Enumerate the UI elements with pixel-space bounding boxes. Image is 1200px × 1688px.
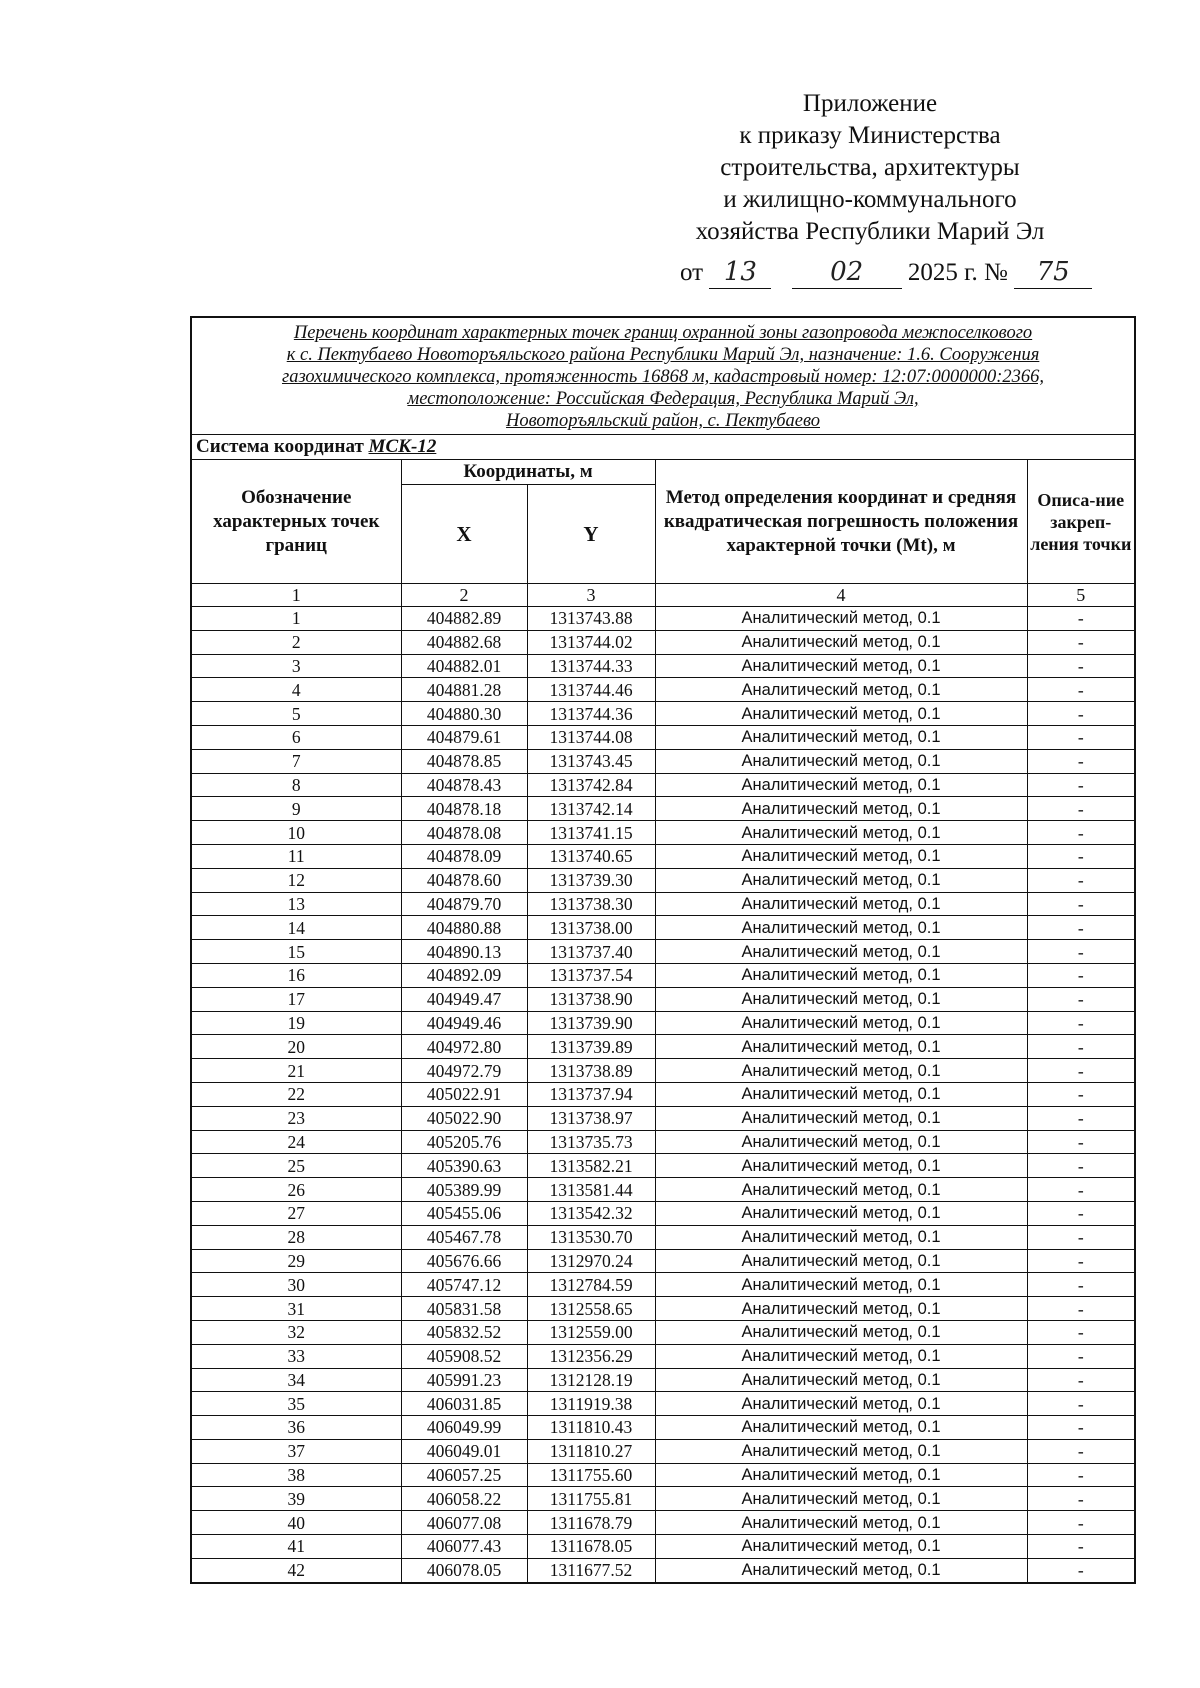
column-number-row bbox=[191, 584, 1135, 607]
point-number-cell: 13 bbox=[191, 892, 401, 916]
table-row bbox=[191, 1154, 1135, 1178]
table-row bbox=[191, 1059, 1135, 1083]
table-row bbox=[191, 1368, 1135, 1392]
point-number-cell: 8 bbox=[191, 773, 401, 797]
table-row bbox=[191, 607, 1135, 631]
method-cell: Аналитический метод, 0.1 bbox=[655, 678, 1027, 702]
x-coordinate-cell: 406057.25 bbox=[401, 1463, 527, 1487]
y-coordinate-cell: 1311678.79 bbox=[527, 1511, 655, 1535]
description-cell: - bbox=[1027, 1320, 1135, 1344]
point-number-cell: 3 bbox=[191, 654, 401, 678]
point-number-cell: 34 bbox=[191, 1368, 401, 1392]
point-number-cell: 4 bbox=[191, 678, 401, 702]
table-row bbox=[191, 1558, 1135, 1582]
point-number-cell: 33 bbox=[191, 1344, 401, 1368]
description-cell: - bbox=[1027, 725, 1135, 749]
y-coordinate-cell: 1313744.36 bbox=[527, 702, 655, 726]
table-row bbox=[191, 1201, 1135, 1225]
title-line: к с. Пектубаево Новоторъяльского района Республики Марий Эл, назначение: 1.6. Сооружения bbox=[286, 345, 1040, 365]
table-row bbox=[191, 1487, 1135, 1511]
x-coordinate-cell: 406058.22 bbox=[401, 1487, 527, 1511]
method-cell: Аналитический метод, 0.1 bbox=[655, 1511, 1027, 1535]
x-coordinate-cell: 405205.76 bbox=[401, 1130, 527, 1154]
method-cell: Аналитический метод, 0.1 bbox=[655, 1535, 1027, 1559]
y-coordinate-cell: 1313739.30 bbox=[527, 868, 655, 892]
method-cell: Аналитический метод, 0.1 bbox=[655, 940, 1027, 964]
description-cell: - bbox=[1027, 1273, 1135, 1297]
point-number-cell: 16 bbox=[191, 963, 401, 987]
y-coordinate-cell: 1313735.73 bbox=[527, 1130, 655, 1154]
y-coordinate-cell: 1313744.46 bbox=[527, 678, 655, 702]
point-number-cell: 11 bbox=[191, 844, 401, 868]
description-cell: - bbox=[1027, 916, 1135, 940]
table-row bbox=[191, 1392, 1135, 1416]
description-cell: - bbox=[1027, 773, 1135, 797]
table-row bbox=[191, 821, 1135, 845]
table-row bbox=[191, 844, 1135, 868]
document-title bbox=[191, 317, 1135, 435]
x-coordinate-cell: 406049.01 bbox=[401, 1439, 527, 1463]
table-row bbox=[191, 1225, 1135, 1249]
method-cell: Аналитический метод, 0.1 bbox=[655, 725, 1027, 749]
y-coordinate-cell: 1311919.38 bbox=[527, 1392, 655, 1416]
point-number-cell: 19 bbox=[191, 1011, 401, 1035]
description-cell: - bbox=[1027, 654, 1135, 678]
table-row bbox=[191, 1535, 1135, 1559]
table-row bbox=[191, 773, 1135, 797]
x-coordinate-cell: 406049.99 bbox=[401, 1416, 527, 1440]
method-cell: Аналитический метод, 0.1 bbox=[655, 1011, 1027, 1035]
description-cell: - bbox=[1027, 1178, 1135, 1202]
y-coordinate-cell: 1313737.94 bbox=[527, 1082, 655, 1106]
method-cell: Аналитический метод, 0.1 bbox=[655, 963, 1027, 987]
method-cell: Аналитический метод, 0.1 bbox=[655, 1463, 1027, 1487]
y-coordinate-cell: 1313744.08 bbox=[527, 725, 655, 749]
table-row bbox=[191, 1320, 1135, 1344]
title-line: местоположение: Российская Федерация, Республика Марий Эл, bbox=[407, 389, 919, 409]
point-number-cell: 15 bbox=[191, 940, 401, 964]
table-row bbox=[191, 702, 1135, 726]
x-coordinate-cell: 406078.05 bbox=[401, 1558, 527, 1582]
table-row bbox=[191, 797, 1135, 821]
table-row bbox=[191, 868, 1135, 892]
description-cell: - bbox=[1027, 1201, 1135, 1225]
x-coordinate-cell: 404878.60 bbox=[401, 868, 527, 892]
description-cell: - bbox=[1027, 1249, 1135, 1273]
point-number-cell: 36 bbox=[191, 1416, 401, 1440]
coordinate-system-label: Система координат bbox=[196, 436, 364, 457]
table-row bbox=[191, 1416, 1135, 1440]
table-row bbox=[191, 987, 1135, 1011]
description-cell: - bbox=[1027, 1511, 1135, 1535]
method-cell: Аналитический метод, 0.1 bbox=[655, 1416, 1027, 1440]
x-coordinate-cell: 405676.66 bbox=[401, 1249, 527, 1273]
x-coordinate-cell: 406077.43 bbox=[401, 1535, 527, 1559]
y-coordinate-cell: 1313743.45 bbox=[527, 749, 655, 773]
y-coordinate-cell: 1313738.97 bbox=[527, 1106, 655, 1130]
description-cell: - bbox=[1027, 892, 1135, 916]
x-coordinate-cell: 405832.52 bbox=[401, 1320, 527, 1344]
method-cell: Аналитический метод, 0.1 bbox=[655, 1273, 1027, 1297]
point-number-cell: 26 bbox=[191, 1178, 401, 1202]
table-row bbox=[191, 1344, 1135, 1368]
method-cell: Аналитический метод, 0.1 bbox=[655, 916, 1027, 940]
method-cell: Аналитический метод, 0.1 bbox=[655, 1035, 1027, 1059]
method-cell: Аналитический метод, 0.1 bbox=[655, 1154, 1027, 1178]
table-row bbox=[191, 1439, 1135, 1463]
x-coordinate-cell: 404890.13 bbox=[401, 940, 527, 964]
y-coordinate-cell: 1313738.89 bbox=[527, 1059, 655, 1083]
column-number: 1 bbox=[191, 584, 401, 607]
description-cell: - bbox=[1027, 1344, 1135, 1368]
table-row bbox=[191, 1297, 1135, 1321]
table-row bbox=[191, 749, 1135, 773]
description-cell: - bbox=[1027, 844, 1135, 868]
y-coordinate-cell: 1312128.19 bbox=[527, 1368, 655, 1392]
method-cell: Аналитический метод, 0.1 bbox=[655, 702, 1027, 726]
header-line: строительства, архитектуры bbox=[720, 154, 1020, 181]
y-coordinate-cell: 1313742.84 bbox=[527, 773, 655, 797]
description-cell: - bbox=[1027, 1106, 1135, 1130]
description-cell: - bbox=[1027, 963, 1135, 987]
point-number-cell: 41 bbox=[191, 1535, 401, 1559]
method-cell: Аналитический метод, 0.1 bbox=[655, 1297, 1027, 1321]
y-coordinate-cell: 1311810.43 bbox=[527, 1416, 655, 1440]
coordinates-table bbox=[190, 316, 1136, 1584]
x-coordinate-cell: 405022.90 bbox=[401, 1106, 527, 1130]
y-coordinate-cell: 1313739.90 bbox=[527, 1011, 655, 1035]
description-cell: - bbox=[1027, 1463, 1135, 1487]
point-number-cell: 27 bbox=[191, 1201, 401, 1225]
column-number: 2 bbox=[401, 584, 527, 607]
table-row bbox=[191, 1511, 1135, 1535]
table-row bbox=[191, 1249, 1135, 1273]
date-prefix: от bbox=[680, 259, 704, 286]
x-coordinate-cell: 404879.61 bbox=[401, 725, 527, 749]
x-coordinate-cell: 404882.68 bbox=[401, 630, 527, 654]
point-number-cell: 10 bbox=[191, 821, 401, 845]
y-coordinate-cell: 1311677.52 bbox=[527, 1558, 655, 1582]
description-cell: - bbox=[1027, 630, 1135, 654]
method-cell: Аналитический метод, 0.1 bbox=[655, 1487, 1027, 1511]
y-coordinate-cell: 1312970.24 bbox=[527, 1249, 655, 1273]
method-cell: Аналитический метод, 0.1 bbox=[655, 1106, 1027, 1130]
y-coordinate-cell: 1311678.05 bbox=[527, 1535, 655, 1559]
x-coordinate-cell: 405747.12 bbox=[401, 1273, 527, 1297]
description-cell: - bbox=[1027, 1035, 1135, 1059]
point-number-cell: 25 bbox=[191, 1154, 401, 1178]
point-number-cell: 35 bbox=[191, 1392, 401, 1416]
table-row bbox=[191, 630, 1135, 654]
x-coordinate-cell: 404878.43 bbox=[401, 773, 527, 797]
x-coordinate-cell: 404878.85 bbox=[401, 749, 527, 773]
header-point-designation: Обозначение характерных точек границ bbox=[191, 460, 401, 584]
table-row bbox=[191, 916, 1135, 940]
description-cell: - bbox=[1027, 702, 1135, 726]
y-coordinate-cell: 1311755.81 bbox=[527, 1487, 655, 1511]
table-row bbox=[191, 725, 1135, 749]
method-cell: Аналитический метод, 0.1 bbox=[655, 1344, 1027, 1368]
column-number: 4 bbox=[655, 584, 1027, 607]
x-coordinate-cell: 405390.63 bbox=[401, 1154, 527, 1178]
x-coordinate-cell: 404878.09 bbox=[401, 844, 527, 868]
column-number: 5 bbox=[1027, 584, 1135, 607]
y-coordinate-cell: 1312356.29 bbox=[527, 1344, 655, 1368]
point-number-cell: 32 bbox=[191, 1320, 401, 1344]
y-coordinate-cell: 1313542.32 bbox=[527, 1201, 655, 1225]
description-cell: - bbox=[1027, 1154, 1135, 1178]
method-cell: Аналитический метод, 0.1 bbox=[655, 773, 1027, 797]
x-coordinate-cell: 404949.47 bbox=[401, 987, 527, 1011]
method-cell: Аналитический метод, 0.1 bbox=[655, 987, 1027, 1011]
description-cell: - bbox=[1027, 797, 1135, 821]
table-row bbox=[191, 1035, 1135, 1059]
description-cell: - bbox=[1027, 1082, 1135, 1106]
method-cell: Аналитический метод, 0.1 bbox=[655, 1320, 1027, 1344]
header-line: хозяйства Республики Марий Эл bbox=[695, 218, 1045, 245]
point-number-cell: 31 bbox=[191, 1297, 401, 1321]
table-row bbox=[191, 654, 1135, 678]
y-coordinate-cell: 1312559.00 bbox=[527, 1320, 655, 1344]
description-cell: - bbox=[1027, 987, 1135, 1011]
y-coordinate-cell: 1313530.70 bbox=[527, 1225, 655, 1249]
description-cell: - bbox=[1027, 868, 1135, 892]
method-cell: Аналитический метод, 0.1 bbox=[655, 868, 1027, 892]
method-cell: Аналитический метод, 0.1 bbox=[655, 630, 1027, 654]
table-row bbox=[191, 1463, 1135, 1487]
y-coordinate-cell: 1313581.44 bbox=[527, 1178, 655, 1202]
description-cell: - bbox=[1027, 821, 1135, 845]
header-line: Приложение bbox=[802, 90, 938, 117]
header-line: к приказу Министерства bbox=[739, 122, 1001, 149]
method-cell: Аналитический метод, 0.1 bbox=[655, 654, 1027, 678]
x-coordinate-cell: 404880.30 bbox=[401, 702, 527, 726]
description-cell: - bbox=[1027, 1225, 1135, 1249]
method-cell: Аналитический метод, 0.1 bbox=[655, 1225, 1027, 1249]
point-number-cell: 40 bbox=[191, 1511, 401, 1535]
description-cell: - bbox=[1027, 1487, 1135, 1511]
table-row bbox=[191, 963, 1135, 987]
point-number-cell: 29 bbox=[191, 1249, 401, 1273]
x-coordinate-cell: 404882.89 bbox=[401, 607, 527, 631]
x-coordinate-cell: 406031.85 bbox=[401, 1392, 527, 1416]
x-coordinate-cell: 404881.28 bbox=[401, 678, 527, 702]
description-cell: - bbox=[1027, 1011, 1135, 1035]
method-cell: Аналитический метод, 0.1 bbox=[655, 1082, 1027, 1106]
method-cell: Аналитический метод, 0.1 bbox=[655, 797, 1027, 821]
table-row bbox=[191, 1273, 1135, 1297]
y-coordinate-cell: 1311810.27 bbox=[527, 1439, 655, 1463]
coordinate-system bbox=[191, 435, 1135, 460]
y-coordinate-cell: 1313582.21 bbox=[527, 1154, 655, 1178]
point-number-cell: 12 bbox=[191, 868, 401, 892]
y-coordinate-cell: 1313744.33 bbox=[527, 654, 655, 678]
x-coordinate-cell: 404879.70 bbox=[401, 892, 527, 916]
point-number-cell: 24 bbox=[191, 1130, 401, 1154]
table-row bbox=[191, 892, 1135, 916]
method-cell: Аналитический метод, 0.1 bbox=[655, 1059, 1027, 1083]
point-number-cell: 28 bbox=[191, 1225, 401, 1249]
x-coordinate-cell: 404972.79 bbox=[401, 1059, 527, 1083]
header-line: и жилищно-коммунального bbox=[723, 186, 1017, 213]
method-cell: Аналитический метод, 0.1 bbox=[655, 1558, 1027, 1582]
y-coordinate-cell: 1313738.00 bbox=[527, 916, 655, 940]
header-coordinates: Координаты, м bbox=[401, 460, 655, 485]
x-coordinate-cell: 404878.08 bbox=[401, 821, 527, 845]
description-cell: - bbox=[1027, 749, 1135, 773]
point-number-cell: 20 bbox=[191, 1035, 401, 1059]
handwritten-month: 02 bbox=[792, 256, 902, 289]
description-cell: - bbox=[1027, 1130, 1135, 1154]
y-coordinate-cell: 1313739.89 bbox=[527, 1035, 655, 1059]
point-number-cell: 9 bbox=[191, 797, 401, 821]
title-line: Перечень координат характерных точек границ охранной зоны газопровода межпоселкового bbox=[293, 323, 1033, 343]
appendix-header bbox=[640, 88, 1100, 248]
point-number-cell: 39 bbox=[191, 1487, 401, 1511]
description-cell: - bbox=[1027, 1558, 1135, 1582]
point-number-cell: 22 bbox=[191, 1082, 401, 1106]
title-line: Новоторъяльский район, с. Пектубаево bbox=[506, 411, 820, 431]
year-and-number-label: 2025 г. № bbox=[907, 259, 1008, 286]
method-cell: Аналитический метод, 0.1 bbox=[655, 749, 1027, 773]
point-number-cell: 21 bbox=[191, 1059, 401, 1083]
method-cell: Аналитический метод, 0.1 bbox=[655, 1249, 1027, 1273]
method-cell: Аналитический метод, 0.1 bbox=[655, 1178, 1027, 1202]
coordinates-table-body bbox=[191, 607, 1135, 1583]
y-coordinate-cell: 1313737.54 bbox=[527, 963, 655, 987]
description-cell: - bbox=[1027, 1297, 1135, 1321]
point-number-cell: 37 bbox=[191, 1439, 401, 1463]
y-coordinate-cell: 1313743.88 bbox=[527, 607, 655, 631]
table-row bbox=[191, 1106, 1135, 1130]
method-cell: Аналитический метод, 0.1 bbox=[655, 1392, 1027, 1416]
description-cell: - bbox=[1027, 1368, 1135, 1392]
x-coordinate-cell: 405455.06 bbox=[401, 1201, 527, 1225]
x-coordinate-cell: 405467.78 bbox=[401, 1225, 527, 1249]
table-row bbox=[191, 1082, 1135, 1106]
method-cell: Аналитический метод, 0.1 bbox=[655, 821, 1027, 845]
header-y: Y bbox=[527, 485, 655, 584]
y-coordinate-cell: 1313742.14 bbox=[527, 797, 655, 821]
title-line: газохимического комплекса, протяженность 16868 м, кадастровый номер: 12:07:0000000:2366, bbox=[281, 367, 1045, 387]
handwritten-order-number: 75 bbox=[1014, 256, 1092, 289]
y-coordinate-cell: 1311755.60 bbox=[527, 1463, 655, 1487]
x-coordinate-cell: 404949.46 bbox=[401, 1011, 527, 1035]
method-cell: Аналитический метод, 0.1 bbox=[655, 1130, 1027, 1154]
x-coordinate-cell: 405389.99 bbox=[401, 1178, 527, 1202]
table-row bbox=[191, 1011, 1135, 1035]
method-cell: Аналитический метод, 0.1 bbox=[655, 607, 1027, 631]
y-coordinate-cell: 1312784.59 bbox=[527, 1273, 655, 1297]
point-number-cell: 1 bbox=[191, 607, 401, 631]
method-cell: Аналитический метод, 0.1 bbox=[655, 892, 1027, 916]
description-cell: - bbox=[1027, 1059, 1135, 1083]
x-coordinate-cell: 404878.18 bbox=[401, 797, 527, 821]
header-method: Метод определения координат и средняя квадратическая погрешность положения характерной точки (Mt), м bbox=[655, 460, 1027, 584]
method-cell: Аналитический метод, 0.1 bbox=[655, 1368, 1027, 1392]
y-coordinate-cell: 1313741.15 bbox=[527, 821, 655, 845]
point-number-cell: 2 bbox=[191, 630, 401, 654]
y-coordinate-cell: 1312558.65 bbox=[527, 1297, 655, 1321]
method-cell: Аналитический метод, 0.1 bbox=[655, 1439, 1027, 1463]
table-row bbox=[191, 1130, 1135, 1154]
point-number-cell: 6 bbox=[191, 725, 401, 749]
x-coordinate-cell: 405831.58 bbox=[401, 1297, 527, 1321]
table-row bbox=[191, 678, 1135, 702]
description-cell: - bbox=[1027, 1392, 1135, 1416]
x-coordinate-cell: 404972.80 bbox=[401, 1035, 527, 1059]
point-number-cell: 23 bbox=[191, 1106, 401, 1130]
y-coordinate-cell: 1313738.90 bbox=[527, 987, 655, 1011]
description-cell: - bbox=[1027, 1535, 1135, 1559]
description-cell: - bbox=[1027, 678, 1135, 702]
x-coordinate-cell: 404882.01 bbox=[401, 654, 527, 678]
method-cell: Аналитический метод, 0.1 bbox=[655, 1201, 1027, 1225]
description-cell: - bbox=[1027, 607, 1135, 631]
header-description: Описа-ние закреп-ления точки bbox=[1027, 460, 1135, 584]
point-number-cell: 17 bbox=[191, 987, 401, 1011]
order-date-line bbox=[680, 256, 1130, 289]
method-cell: Аналитический метод, 0.1 bbox=[655, 844, 1027, 868]
table-row bbox=[191, 940, 1135, 964]
x-coordinate-cell: 405022.91 bbox=[401, 1082, 527, 1106]
x-coordinate-cell: 404892.09 bbox=[401, 963, 527, 987]
y-coordinate-cell: 1313740.65 bbox=[527, 844, 655, 868]
x-coordinate-cell: 406077.08 bbox=[401, 1511, 527, 1535]
description-cell: - bbox=[1027, 1439, 1135, 1463]
x-coordinate-cell: 404880.88 bbox=[401, 916, 527, 940]
coordinate-system-value: МСК-12 bbox=[368, 436, 437, 457]
point-number-cell: 30 bbox=[191, 1273, 401, 1297]
x-coordinate-cell: 405991.23 bbox=[401, 1368, 527, 1392]
column-number: 3 bbox=[527, 584, 655, 607]
header-x: X bbox=[401, 485, 527, 584]
description-cell: - bbox=[1027, 940, 1135, 964]
point-number-cell: 5 bbox=[191, 702, 401, 726]
point-number-cell: 14 bbox=[191, 916, 401, 940]
point-number-cell: 7 bbox=[191, 749, 401, 773]
y-coordinate-cell: 1313737.40 bbox=[527, 940, 655, 964]
handwritten-day: 13 bbox=[709, 256, 771, 289]
y-coordinate-cell: 1313738.30 bbox=[527, 892, 655, 916]
y-coordinate-cell: 1313744.02 bbox=[527, 630, 655, 654]
table-row bbox=[191, 1178, 1135, 1202]
point-number-cell: 38 bbox=[191, 1463, 401, 1487]
x-coordinate-cell: 405908.52 bbox=[401, 1344, 527, 1368]
point-number-cell: 42 bbox=[191, 1558, 401, 1582]
description-cell: - bbox=[1027, 1416, 1135, 1440]
